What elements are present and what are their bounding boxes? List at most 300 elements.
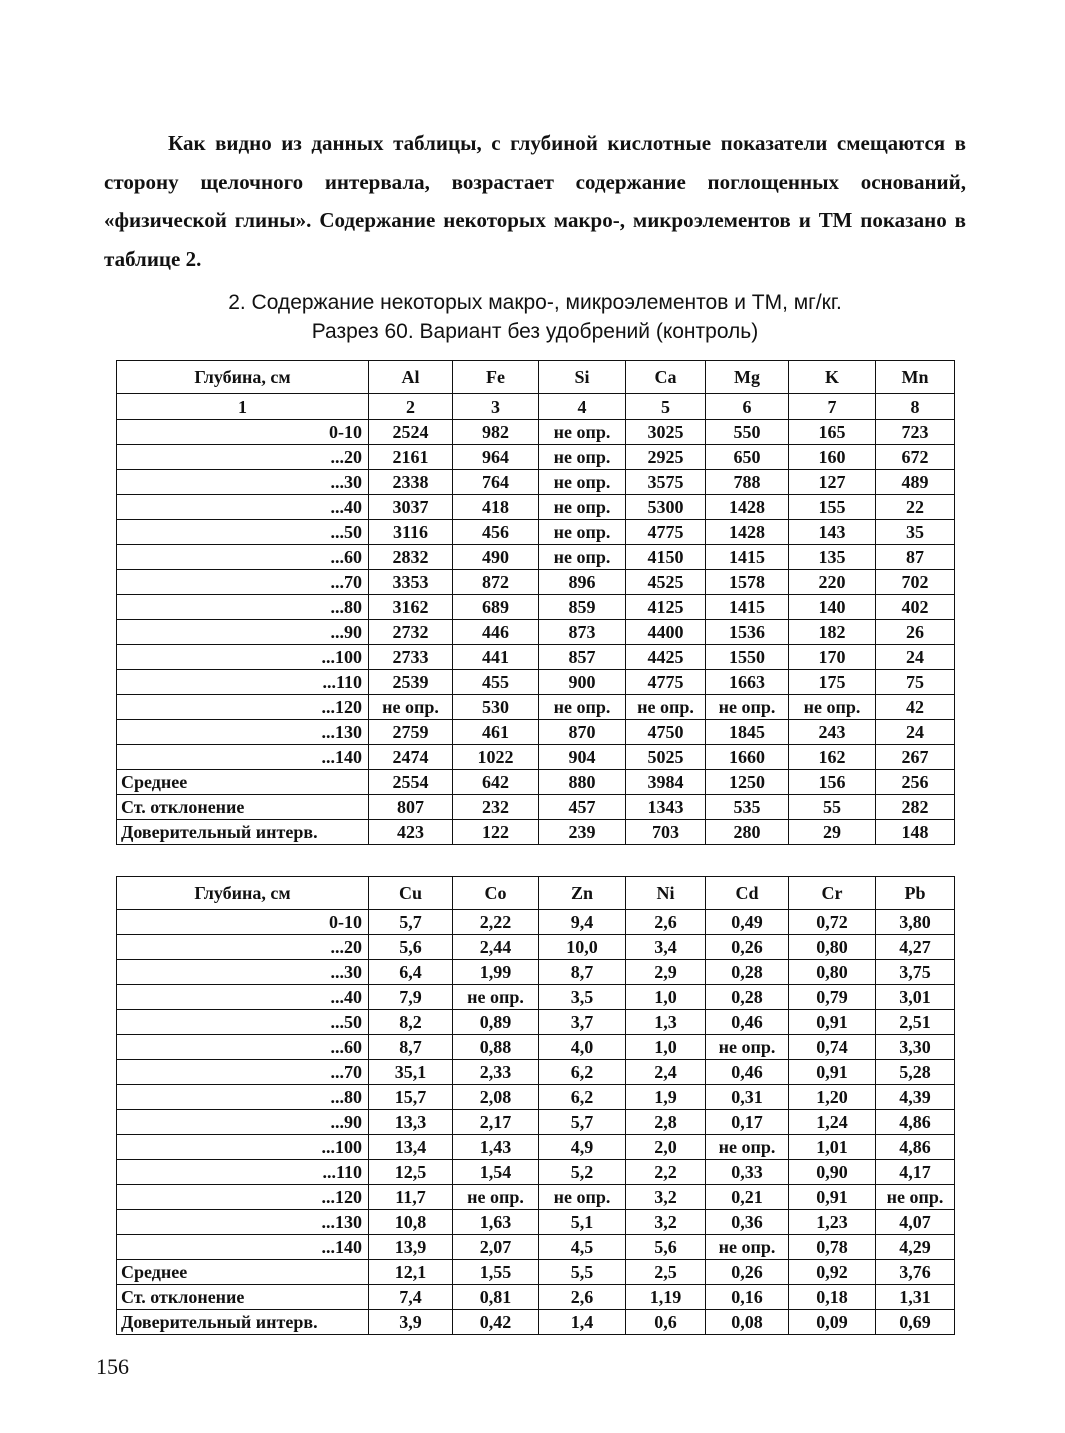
stat-value: 0,09 (789, 1310, 876, 1335)
value-cell: 175 (789, 670, 876, 695)
column-header: Ca (626, 361, 706, 394)
value-cell: 456 (453, 520, 539, 545)
value-cell: 1,20 (789, 1085, 876, 1110)
value-cell: 24 (876, 645, 955, 670)
stat-value: 12,1 (369, 1260, 453, 1285)
value-cell: 1,0 (626, 1035, 706, 1060)
macro-elements-table (116, 360, 955, 845)
value-cell: 3353 (369, 570, 453, 595)
value-cell: 0,46 (706, 1010, 789, 1035)
value-cell: 2,08 (453, 1085, 539, 1110)
depth-cell: ...50 (117, 1010, 369, 1035)
value-cell: 7,9 (369, 985, 453, 1010)
value-cell: 723 (876, 420, 955, 445)
value-cell: 243 (789, 720, 876, 745)
stat-value: 2,5 (626, 1260, 706, 1285)
value-cell: 3,01 (876, 985, 955, 1010)
depth-cell: ...140 (117, 1235, 369, 1260)
depth-cell: ...130 (117, 720, 369, 745)
value-cell: 162 (789, 745, 876, 770)
value-cell: 5,2 (539, 1160, 626, 1185)
value-cell: 2,9 (626, 960, 706, 985)
value-cell: не опр. (369, 695, 453, 720)
stat-value: 1,4 (539, 1310, 626, 1335)
value-cell: 140 (789, 595, 876, 620)
value-cell: 4,17 (876, 1160, 955, 1185)
value-cell: 0,33 (706, 1160, 789, 1185)
value-cell: 1428 (706, 495, 789, 520)
value-cell: 2,07 (453, 1235, 539, 1260)
value-cell: 0,91 (789, 1185, 876, 1210)
value-cell: 267 (876, 745, 955, 770)
column-header: Cr (789, 877, 876, 910)
stat-label: Доверительный интерв. (117, 1310, 369, 1335)
table-caption-title: 2. Содержание некоторых макро-, микроэлементов и ТМ, мг/кг. (228, 291, 842, 314)
stat-value: 122 (453, 820, 539, 845)
table-row (117, 1160, 955, 1185)
stat-value: 880 (539, 770, 626, 795)
value-cell: 0,31 (706, 1085, 789, 1110)
value-cell: 0,28 (706, 985, 789, 1010)
value-cell: 418 (453, 495, 539, 520)
stat-value: 457 (539, 795, 626, 820)
stat-value: 55 (789, 795, 876, 820)
value-cell: 2732 (369, 620, 453, 645)
column-number: 6 (706, 394, 789, 420)
stats-row (117, 795, 955, 820)
value-cell: 3,75 (876, 960, 955, 985)
value-cell: 87 (876, 545, 955, 570)
value-cell: 446 (453, 620, 539, 645)
value-cell: 2925 (626, 445, 706, 470)
value-cell: 3575 (626, 470, 706, 495)
value-cell: 6,4 (369, 960, 453, 985)
value-cell: 1578 (706, 570, 789, 595)
depth-cell: ...110 (117, 1160, 369, 1185)
value-cell: 2539 (369, 670, 453, 695)
value-cell: 8,2 (369, 1010, 453, 1035)
value-cell: 0,72 (789, 910, 876, 935)
depth-cell: ...80 (117, 1085, 369, 1110)
stat-value: 423 (369, 820, 453, 845)
table-row (117, 495, 955, 520)
value-cell: 35 (876, 520, 955, 545)
value-cell: 0,91 (789, 1010, 876, 1035)
table-row (117, 960, 955, 985)
value-cell: 0,49 (706, 910, 789, 935)
depth-cell: ...130 (117, 1210, 369, 1235)
stat-value: 7,4 (369, 1285, 453, 1310)
value-cell: 2,0 (626, 1135, 706, 1160)
value-cell: не опр. (539, 445, 626, 470)
value-cell: 904 (539, 745, 626, 770)
stat-value: 0,16 (706, 1285, 789, 1310)
value-cell: 13,9 (369, 1235, 453, 1260)
stat-value: 0,08 (706, 1310, 789, 1335)
table-row (117, 1010, 955, 1035)
stats-row (117, 770, 955, 795)
value-cell: 170 (789, 645, 876, 670)
value-cell: не опр. (706, 1035, 789, 1060)
table-row (117, 910, 955, 935)
stat-value: 0,81 (453, 1285, 539, 1310)
column-number: 7 (789, 394, 876, 420)
value-cell: 0,90 (789, 1160, 876, 1185)
value-cell: 0,91 (789, 1060, 876, 1085)
column-number: 8 (876, 394, 955, 420)
value-cell: 4,39 (876, 1085, 955, 1110)
value-cell: 441 (453, 645, 539, 670)
table-row (117, 420, 955, 445)
value-cell: 5,6 (369, 935, 453, 960)
value-cell: 530 (453, 695, 539, 720)
column-header: Co (453, 877, 539, 910)
value-cell: 4775 (626, 670, 706, 695)
value-cell: 0,36 (706, 1210, 789, 1235)
value-cell: 24 (876, 720, 955, 745)
table-row (117, 645, 955, 670)
depth-cell: ...20 (117, 445, 369, 470)
value-cell: не опр. (539, 545, 626, 570)
value-cell: 5300 (626, 495, 706, 520)
value-cell: не опр. (539, 1185, 626, 1210)
value-cell: 489 (876, 470, 955, 495)
value-cell: 3,2 (626, 1185, 706, 1210)
stat-value: 0,18 (789, 1285, 876, 1310)
value-cell: 1660 (706, 745, 789, 770)
stat-value: 0,92 (789, 1260, 876, 1285)
value-cell: 702 (876, 570, 955, 595)
depth-cell: ...50 (117, 520, 369, 545)
value-cell: 1536 (706, 620, 789, 645)
value-cell: 1415 (706, 595, 789, 620)
depth-cell: ...60 (117, 545, 369, 570)
value-cell: 0,79 (789, 985, 876, 1010)
value-cell: 4750 (626, 720, 706, 745)
value-cell: 1,0 (626, 985, 706, 1010)
value-cell: 3,2 (626, 1210, 706, 1235)
value-cell: 10,0 (539, 935, 626, 960)
value-cell: 896 (539, 570, 626, 595)
column-header: Fe (453, 361, 539, 394)
stats-row (117, 1285, 955, 1310)
value-cell: 0,28 (706, 960, 789, 985)
table-row (117, 470, 955, 495)
stat-value: 2554 (369, 770, 453, 795)
value-cell: 3,80 (876, 910, 955, 935)
value-cell: 2338 (369, 470, 453, 495)
page-number: 156 (96, 1354, 129, 1379)
value-cell: 0,80 (789, 960, 876, 985)
depth-cell: ...120 (117, 1185, 369, 1210)
value-cell: 5025 (626, 745, 706, 770)
table-caption-subtitle: Разрез 60. Вариант без удобрений (контроль) (311, 320, 759, 343)
value-cell: 1,3 (626, 1010, 706, 1035)
depth-cell: ...110 (117, 670, 369, 695)
stat-value: 1,31 (876, 1285, 955, 1310)
value-cell: 5,1 (539, 1210, 626, 1235)
stat-value: 2,6 (539, 1285, 626, 1310)
stat-label: Доверительный интерв. (117, 820, 369, 845)
table-row (117, 1235, 955, 1260)
value-cell: 4,27 (876, 935, 955, 960)
value-cell: 964 (453, 445, 539, 470)
value-cell: 1428 (706, 520, 789, 545)
depth-cell: ...90 (117, 620, 369, 645)
value-cell: не опр. (453, 1185, 539, 1210)
value-cell: 2,6 (626, 910, 706, 935)
stat-value: 5,5 (539, 1260, 626, 1285)
table-row (117, 595, 955, 620)
table-row (117, 1110, 955, 1135)
table-row (117, 620, 955, 645)
value-cell: 6,2 (539, 1060, 626, 1085)
value-cell: 127 (789, 470, 876, 495)
value-cell: 2,51 (876, 1010, 955, 1035)
depth-cell: ...60 (117, 1035, 369, 1060)
column-header: Cu (369, 877, 453, 910)
stat-value: 0,26 (706, 1260, 789, 1285)
value-cell: 2474 (369, 745, 453, 770)
column-number: 2 (369, 394, 453, 420)
table-row (117, 1185, 955, 1210)
value-cell: не опр. (539, 695, 626, 720)
value-cell: 2524 (369, 420, 453, 445)
value-cell: 15,7 (369, 1085, 453, 1110)
value-cell: 3025 (626, 420, 706, 445)
value-cell: 5,6 (626, 1235, 706, 1260)
stats-row (117, 820, 955, 845)
depth-cell: ...70 (117, 1060, 369, 1085)
value-cell: 2,17 (453, 1110, 539, 1135)
table-header-row (117, 877, 955, 910)
value-cell: 26 (876, 620, 955, 645)
stat-value: 1343 (626, 795, 706, 820)
value-cell: не опр. (706, 1235, 789, 1260)
depth-cell: ...40 (117, 985, 369, 1010)
table-row (117, 570, 955, 595)
table-row (117, 1210, 955, 1235)
table-row (117, 670, 955, 695)
column-header: Pb (876, 877, 955, 910)
value-cell: 1845 (706, 720, 789, 745)
depth-cell: ...100 (117, 1135, 369, 1160)
value-cell: 35,1 (369, 1060, 453, 1085)
value-cell: не опр. (539, 520, 626, 545)
stat-value: 29 (789, 820, 876, 845)
stat-value: 232 (453, 795, 539, 820)
depth-cell: ...30 (117, 470, 369, 495)
value-cell: 0,74 (789, 1035, 876, 1060)
value-cell: 455 (453, 670, 539, 695)
value-cell: 2161 (369, 445, 453, 470)
table-row (117, 1035, 955, 1060)
value-cell: 788 (706, 470, 789, 495)
value-cell: 4,07 (876, 1210, 955, 1235)
value-cell: 3162 (369, 595, 453, 620)
value-cell: не опр. (706, 695, 789, 720)
stat-value: 3984 (626, 770, 706, 795)
value-cell: 1,23 (789, 1210, 876, 1235)
value-cell: 1415 (706, 545, 789, 570)
stat-value: 282 (876, 795, 955, 820)
value-cell: 689 (453, 595, 539, 620)
value-cell: 2832 (369, 545, 453, 570)
value-cell: 5,28 (876, 1060, 955, 1085)
stat-value: 642 (453, 770, 539, 795)
value-cell: 9,4 (539, 910, 626, 935)
value-cell: не опр. (626, 695, 706, 720)
column-number: 3 (453, 394, 539, 420)
table-row (117, 745, 955, 770)
stat-value: 0,69 (876, 1310, 955, 1335)
value-cell: 11,7 (369, 1185, 453, 1210)
value-cell: 402 (876, 595, 955, 620)
column-header: Mg (706, 361, 789, 394)
stat-label: Ст. отклонение (117, 1285, 369, 1310)
stat-value: 239 (539, 820, 626, 845)
value-cell: 872 (453, 570, 539, 595)
value-cell: 0,88 (453, 1035, 539, 1060)
value-cell: 2,4 (626, 1060, 706, 1085)
value-cell: 3,4 (626, 935, 706, 960)
value-cell: 3,7 (539, 1010, 626, 1035)
value-cell: 135 (789, 545, 876, 570)
table-row (117, 695, 955, 720)
depth-cell: ...30 (117, 960, 369, 985)
value-cell: 4,9 (539, 1135, 626, 1160)
value-cell: 2759 (369, 720, 453, 745)
value-cell: 4525 (626, 570, 706, 595)
value-cell: 4,5 (539, 1235, 626, 1260)
stats-row (117, 1260, 955, 1285)
stat-value: 1,19 (626, 1285, 706, 1310)
column-header: Ni (626, 877, 706, 910)
value-cell: 3,30 (876, 1035, 955, 1060)
value-cell: 4125 (626, 595, 706, 620)
stats-row (117, 1310, 955, 1335)
intro-paragraph: Как видно из данных таблицы, с глубиной кислотные показатели смещаются в сторону щелочного интервала, возрастает содержание поглощенных оснований, «физической глины». Содержание некоторых макро-, микроэлементов и ТМ показано в таблице 2. (104, 131, 966, 271)
table-row (117, 545, 955, 570)
stat-value: 156 (789, 770, 876, 795)
depth-cell: ...40 (117, 495, 369, 520)
value-cell: 8,7 (369, 1035, 453, 1060)
stat-value: 280 (706, 820, 789, 845)
column-number: 1 (117, 394, 369, 420)
stat-value: 148 (876, 820, 955, 845)
value-cell: 160 (789, 445, 876, 470)
depth-cell: 0-10 (117, 420, 369, 445)
value-cell: 220 (789, 570, 876, 595)
value-cell: не опр. (539, 495, 626, 520)
trace-metals-table (116, 876, 955, 1335)
value-cell: 4,29 (876, 1235, 955, 1260)
value-cell: 4,86 (876, 1135, 955, 1160)
table-row (117, 1085, 955, 1110)
value-cell: 2,2 (626, 1160, 706, 1185)
value-cell: 2,22 (453, 910, 539, 935)
value-cell: 165 (789, 420, 876, 445)
stat-value: 3,76 (876, 1260, 955, 1285)
value-cell: 672 (876, 445, 955, 470)
value-cell: 12,5 (369, 1160, 453, 1185)
value-cell: 5,7 (539, 1110, 626, 1135)
value-cell: 1663 (706, 670, 789, 695)
value-cell: 3116 (369, 520, 453, 545)
column-header: Zn (539, 877, 626, 910)
column-header: Cd (706, 877, 789, 910)
value-cell: 6,2 (539, 1085, 626, 1110)
value-cell: не опр. (539, 470, 626, 495)
value-cell: 1,54 (453, 1160, 539, 1185)
value-cell: 859 (539, 595, 626, 620)
table-header-row (117, 361, 955, 394)
value-cell: 0,17 (706, 1110, 789, 1135)
column-header: Глубина, см (117, 361, 369, 394)
value-cell: не опр. (789, 695, 876, 720)
stat-value: 535 (706, 795, 789, 820)
column-number-row (117, 394, 955, 420)
value-cell: 13,3 (369, 1110, 453, 1135)
value-cell: 490 (453, 545, 539, 570)
table-row (117, 935, 955, 960)
value-cell: 900 (539, 670, 626, 695)
value-cell: 3037 (369, 495, 453, 520)
value-cell: 0,78 (789, 1235, 876, 1260)
depth-cell: ...140 (117, 745, 369, 770)
value-cell: 4,86 (876, 1110, 955, 1135)
value-cell: не опр. (539, 420, 626, 445)
stat-label: Среднее (117, 1260, 369, 1285)
depth-cell: ...70 (117, 570, 369, 595)
column-header: Глубина, см (117, 877, 369, 910)
value-cell: не опр. (453, 985, 539, 1010)
stat-value: 1,55 (453, 1260, 539, 1285)
value-cell: 1,24 (789, 1110, 876, 1135)
value-cell: 8,7 (539, 960, 626, 985)
stat-label: Среднее (117, 770, 369, 795)
value-cell: 764 (453, 470, 539, 495)
value-cell: 182 (789, 620, 876, 645)
table-row (117, 445, 955, 470)
depth-cell: ...120 (117, 695, 369, 720)
value-cell: 0,46 (706, 1060, 789, 1085)
value-cell: 2,8 (626, 1110, 706, 1135)
stat-value: 1250 (706, 770, 789, 795)
value-cell: 1022 (453, 745, 539, 770)
value-cell: 857 (539, 645, 626, 670)
value-cell: 0,26 (706, 935, 789, 960)
stat-value: 703 (626, 820, 706, 845)
value-cell: 1,43 (453, 1135, 539, 1160)
value-cell: не опр. (706, 1135, 789, 1160)
stat-value: 0,6 (626, 1310, 706, 1335)
column-header: Mn (876, 361, 955, 394)
value-cell: не опр. (876, 1185, 955, 1210)
value-cell: 2,44 (453, 935, 539, 960)
value-cell: 1,01 (789, 1135, 876, 1160)
stat-value: 0,42 (453, 1310, 539, 1335)
value-cell: 1,63 (453, 1210, 539, 1235)
value-cell: 75 (876, 670, 955, 695)
depth-cell: ...100 (117, 645, 369, 670)
value-cell: 0,80 (789, 935, 876, 960)
value-cell: 143 (789, 520, 876, 545)
value-cell: 982 (453, 420, 539, 445)
stat-value: 3,9 (369, 1310, 453, 1335)
stat-label: Ст. отклонение (117, 795, 369, 820)
value-cell: 1550 (706, 645, 789, 670)
